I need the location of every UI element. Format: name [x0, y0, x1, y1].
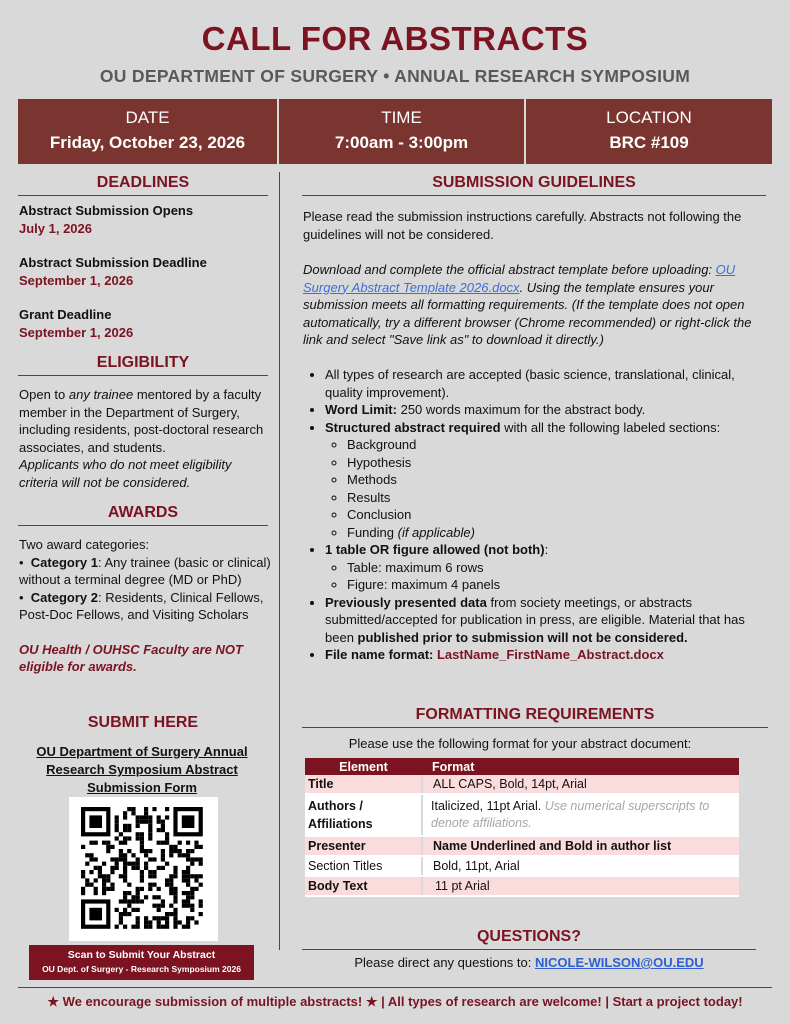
eligibility-p1-post: mentored by a faculty member in the Department of Surgery, including residents, post-doctoral research associates, and students. — [19, 387, 264, 455]
guidelines-list — [303, 366, 748, 664]
footer-divider — [18, 987, 772, 988]
formatting-table — [305, 758, 739, 897]
deadlines-heading: DEADLINES — [18, 174, 268, 196]
eligibility-note: Applicants who do not meet eligibility criteria will not be considered. — [19, 457, 232, 490]
deadline-label: Abstract Submission Opens — [19, 203, 194, 218]
time-value: 7:00am - 3:00pm — [334, 133, 469, 152]
time-cell — [279, 99, 526, 164]
table-row — [305, 775, 739, 794]
row-format: ALL CAPS, Bold, 14pt, Arial — [422, 775, 739, 794]
deadline-label: Abstract Submission Deadline — [19, 255, 207, 270]
guideline-table-figure — [325, 541, 748, 594]
file-name-label: File name format: — [325, 647, 434, 662]
questions-line — [302, 954, 756, 972]
table-limit: ◦ Table: maximum 6 rows — [347, 559, 748, 577]
deadline-item — [19, 202, 269, 237]
guideline-word-limit — [325, 401, 748, 419]
deadline-item — [19, 254, 269, 289]
guideline-previous-data — [325, 594, 748, 647]
award-cat1-label: Category 1 — [30, 554, 98, 570]
row-element: Presenter — [305, 836, 422, 856]
footer-banner: ★ We encourage submission of multiple abstracts! ★ | All types of research are welcome! | Start a project today! — [47, 994, 743, 1009]
row-element: Section Titles — [305, 856, 422, 876]
deadline-item — [19, 306, 269, 341]
formatting-heading: FORMATTING REQUIREMENTS — [302, 706, 768, 728]
award-category-2: • Category 2: Residents, Clinical Fellows, Post-Doc Fellows, and Visiting Scholars — [19, 589, 264, 622]
word-limit-label: Word Limit: — [325, 402, 397, 417]
award-cat2-text: : Residents, Clinical Fellows, Post-Doc Fellows, and Visiting Scholars — [19, 589, 264, 622]
section-item: ◦ Conclusion — [347, 506, 748, 524]
column-header-format: Format — [422, 758, 739, 775]
row-format-text: Italicized, 11pt Arial. — [431, 799, 542, 813]
funding-label: Funding — [347, 524, 394, 540]
guideline-structured — [325, 419, 748, 542]
template-download-link[interactable]: OU Surgery Abstract Template 2026.docx — [303, 262, 736, 295]
date-cell — [18, 99, 279, 164]
eligibility-text — [19, 386, 271, 491]
qr-code-image[interactable] — [69, 797, 218, 941]
section-item: ◦ Methods — [347, 471, 748, 489]
award-cat2-label: Category 2 — [30, 589, 98, 605]
deadline-date: July 1, 2026 — [19, 220, 92, 236]
location-cell — [526, 99, 772, 164]
page-title: CALL FOR ABSTRACTS — [201, 20, 589, 57]
row-format: 11 pt Arial — [422, 876, 739, 896]
date-value: Friday, October 23, 2026 — [49, 133, 246, 152]
submission-form-link[interactable]: OU Department of Surgery Annual Research Symposium Abstract Submission Form — [36, 744, 248, 795]
formatting-intro: Please use the following format for your abstract document: — [348, 736, 692, 751]
template-pre: Download and complete the official abstract template before uploading: — [303, 262, 716, 277]
contact-email-link[interactable]: NICOLE-WILSON@OU.EDU — [535, 955, 704, 970]
previous-data-label: Previously presented data — [325, 594, 487, 610]
awards-heading: AWARDS — [18, 504, 268, 526]
table-row — [305, 856, 739, 876]
eligibility-heading: ELIGIBILITY — [18, 354, 268, 376]
submit-heading: SUBMIT HERE — [87, 714, 199, 731]
table-figure-text: : — [544, 542, 549, 557]
table-row — [305, 794, 739, 836]
awards-intro: Two award categories: — [19, 537, 150, 552]
row-element: Body Text — [305, 876, 422, 896]
row-format-note: Use numerical superscripts to denote affiliations. — [431, 799, 710, 830]
questions-heading: QUESTIONS? — [302, 928, 756, 950]
event-info-bar — [18, 99, 772, 164]
awards-faculty-note: OU Health / OUHSC Faculty are NOT eligible for awards. — [19, 641, 243, 674]
template-post: . Using the template ensures your submission meets all formatting requirements. (If the template does not open automatically, try a different browser (Chrome recommended) or right-click the link and select "Save link as" to download it directly.) — [303, 279, 752, 347]
previous-data-label2: published prior to submission will not be considered. — [357, 629, 688, 645]
structured-text: with all the following labeled sections: — [500, 419, 721, 435]
location-value: BRC #109 — [609, 133, 689, 152]
row-format — [422, 794, 739, 836]
table-header-row — [305, 758, 739, 775]
previous-data-text: from society meetings, or abstracts submitted/accepted for publication in press, are eligible. Material that has been — [325, 594, 745, 645]
location-label: LOCATION — [606, 108, 692, 127]
funding-note: (if applicable) — [397, 524, 475, 540]
word-limit-text: 250 words maximum for the abstract body. — [396, 402, 646, 417]
row-format: Name Underlined and Bold in author list — [422, 836, 739, 856]
award-cat1-text: : Any trainee (basic or clinical) without a terminal degree (MD or PhD) — [19, 554, 271, 587]
page-subtitle: OU DEPARTMENT OF SURGERY • ANNUAL RESEARCH SYMPOSIUM — [99, 66, 691, 86]
file-name-value: LastName_FirstName_Abstract.docx — [436, 647, 664, 662]
eligibility-p1-pre: Open to — [19, 387, 69, 402]
award-category-1: • Category 1: Any trainee (basic or clinical) without a terminal degree (MD or PhD) — [19, 554, 271, 587]
deadline-date: September 1, 2026 — [19, 272, 134, 288]
template-instructions — [303, 261, 753, 349]
awards-text — [19, 536, 271, 676]
figure-limit: ◦ Figure: maximum 4 panels — [347, 576, 748, 594]
guidelines-intro: Please read the submission instructions carefully. Abstracts not following the guidelines will not be considered. — [303, 209, 742, 242]
deadline-date: September 1, 2026 — [19, 324, 134, 340]
structured-label: Structured abstract required — [325, 419, 501, 435]
table-figure-label: 1 table OR figure allowed (not both) — [325, 542, 545, 557]
deadlines-list — [19, 202, 269, 341]
row-element: Authors / Affiliations — [305, 794, 422, 836]
time-label: TIME — [381, 108, 422, 127]
guideline-research-types: • All types of research are accepted (basic science, translational, clinical, quality improvement). — [325, 366, 748, 401]
questions-text: Please direct any questions to: — [354, 955, 535, 970]
guideline-file-name — [325, 646, 748, 664]
section-item-funding — [347, 524, 748, 542]
row-element: Title — [305, 775, 422, 794]
table-row — [305, 836, 739, 856]
scan-label-box — [29, 945, 254, 980]
section-item: ◦ Background — [347, 436, 748, 454]
section-item: ◦ Hypothesis — [347, 454, 748, 472]
eligibility-p1-em: any trainee — [68, 387, 134, 402]
column-divider — [279, 172, 280, 950]
scan-subtitle: OU Dept. of Surgery - Research Symposium 2026 — [42, 964, 241, 974]
date-label: DATE — [125, 108, 170, 127]
column-header-element: Element — [305, 758, 422, 775]
row-format: Bold, 11pt, Arial — [422, 856, 739, 876]
table-row — [305, 876, 739, 896]
scan-title: Scan to Submit Your Abstract — [67, 949, 216, 961]
section-item: ◦ Results — [347, 489, 748, 507]
guidelines-heading: SUBMISSION GUIDELINES — [302, 174, 766, 196]
deadline-label: Grant Deadline — [19, 307, 112, 322]
